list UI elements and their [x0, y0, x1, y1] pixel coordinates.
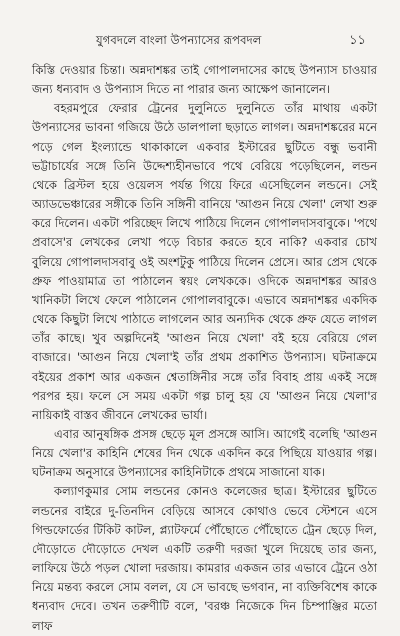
body-text: [32, 61, 377, 636]
paragraph: বহরমপুরে ফেরার ট্রেনের দুলুনিতে দুলুনিতে তাঁর মাথায় একটা উপন্যাসের ভাবনা গজিয়ে উঠে ডালপালা ছড়াতে লাগল। অন্নদাশঙ্করের মনে পড়ে গেল ইংল্যান্ডে থাকাকালে একবার ইস্টারের ছুটিতে বন্ধু ভবানী ভট্টাচার্যের সঙ্গে তিনি উদ্দেশ্যহীনভাবে পথে বেরিয়ে পড়েছিলেন, লন্ডন থেকে ব্রিস্টল হয়ে ওয়েলস পর্যন্ত গিয়ে ফিরে এসেছিলেন লন্ডনে। সেই অ্যাডভেঞ্চারের সঙ্গীকে তিনি সঙ্গিনী বানিয়ে 'আগুন নিয়ে খেলা' লেখা শুরু করে দিলেন। একটা পরিচ্ছেদ লিখে পাঠিয়ে দিলেন গোপালদাসবাবুকে। 'পথে প্রবাসে'র লেখকের লেখা পড়ে বিচার করতে হবে নাকি? একবার চোখ বুলিয়ে গোপালদাসবাবু ওই অংশটুকু পাঠিয়ে দিলেন প্রেসে। আর প্রেস থেকে প্রুফ পাওয়ামাত্র তা পাঠালেন স্বয়ং লেখককে। ওদিকে অন্নদাশঙ্কর আরও খানিকটা লিখে ফেলে পাঠালেন গোপালবাবুকে। এভাবে অন্নদাশঙ্কর একদিক থেকে কিছুটা লিখে পাঠাতে লাগলেন আর অন্যদিক থেকে প্রুফ যেতে লাগল তাঁর কাছে। খুব অল্পদিনেই 'আগুন নিয়ে খেলা' বই হয়ে বেরিয়ে গেল বাজারে। 'আগুন নিয়ে খেলা'ই তাঁর প্রথম প্রকাশিত উপন্যাস। ঘটনাক্রমে বইয়ের প্রকাশ আর একজন শ্বেতাঙ্গিনীর সঙ্গে তাঁর বিবাহ প্রায় একই সঙ্গে পরপর হয়। ফলে সে সময় একটা গল্প চালু হয় যে 'আগুন নিয়ে খেলা'র নায়িকাই বাস্তব জীবনে লেখকের ভার্যা।: [32, 101, 377, 422]
paragraph: কল্যাণকুমার সোম লন্ডনের কোনও কলেজের ছাত্র। ইস্টারের ছুটিতে লন্ডনের বাইরে দু-তিনদিন বেড়িয়ে আসবে কোথাও ভেবে স্টেশনে এসে গিল্ডফোর্ডের টিকিট কাটল, প্ল্যাটফর্মে পৌঁছোতে পৌঁছোতে ট্রেন ছেড়ে দিল, দৌড়োতে দৌড়োতে দেখল একটি তরুণী দরজা খুলে দিয়েছে তার জন্য, লাফিয়ে উঠে পড়ল খোলা দরজায়। কামরার একজন তার এভাবে ট্রেনে ওঠা নিয়ে মন্তব্য করলে সোম বলল, যে সে ভাবছে ভগবান, না ব্যক্তিবিশেষ কাকে ধন্যবাদ দেবে। তখন তরুণীটি বলে, 'বরঞ্চ নিজেকে দিন চিম্পাঞ্জির মতো লাফ: [32, 484, 377, 633]
page-number: ১১: [349, 33, 366, 48]
paragraph: কিস্তি দেওয়ার চিন্তা। অন্নদাশঙ্কর তাই গোপালদাসের কাছে উপন্যাস চাওয়ার জন্য ধন্যবাদ ও উপন্যাস দিতে না পারার জন্য আক্ষেপ জানালেন।: [32, 63, 377, 97]
page-header: [56, 32, 374, 52]
paragraph: এবার আনুষঙ্গিক প্রসঙ্গ ছেড়ে মূল প্রসঙ্গে আসি। আগেই বলেছি 'আগুন নিয়ে খেলা'র কাহিনি শেষের দিন থেকে একদিন করে পিছিয়ে যাওয়ার গল্প। ঘটনাক্রম অনুসারে উপন্যাসের কাহিনিটাকে প্রথমে সাজানো যাক।: [32, 426, 377, 480]
running-head: যুগবদলে বাংলা উপন্যাসের রূপবদল: [96, 33, 262, 47]
